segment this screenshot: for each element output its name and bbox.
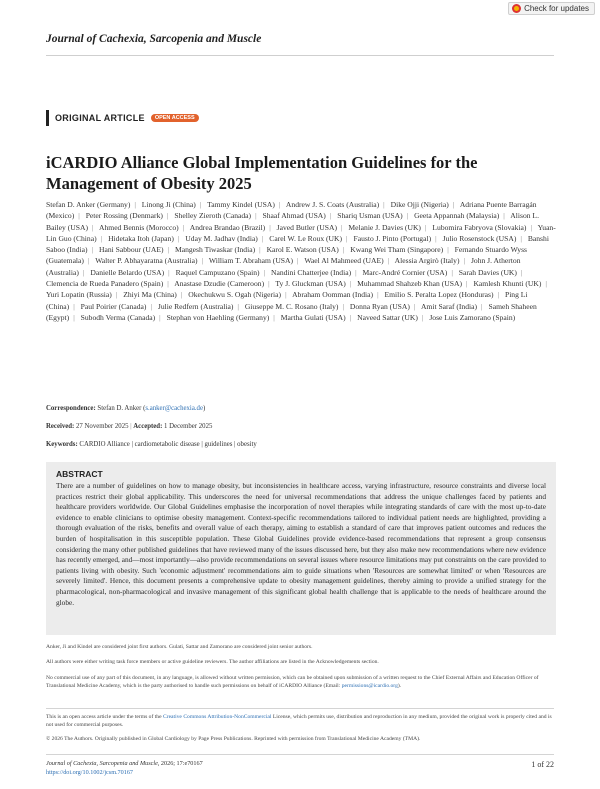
author-separator: | xyxy=(268,279,270,289)
author-separator: | xyxy=(255,211,257,221)
author-separator: | xyxy=(340,222,343,232)
author-name: Clemencia de Rueda Panadero (Spain) xyxy=(46,279,164,289)
author-separator: | xyxy=(406,211,409,221)
author-separator: | xyxy=(168,267,170,277)
license-link[interactable]: Creative Commons Attribution-NonCommercial xyxy=(162,714,272,720)
author-separator: | xyxy=(463,256,466,266)
author-separator: | xyxy=(278,200,281,209)
article-type xyxy=(46,110,199,126)
correspondence-label: Correspondence: xyxy=(46,405,96,412)
author-separator: | xyxy=(167,279,169,289)
author-name: Amit Saraf (India) xyxy=(420,301,478,311)
received-date: 27 November 2025 xyxy=(76,423,129,430)
author-name: Julie Redfern (Australia) xyxy=(157,301,234,311)
author-separator: | xyxy=(424,222,427,232)
license-note xyxy=(46,713,556,729)
author-name: Muhammad Shahzeb Khan (USA) xyxy=(357,279,462,289)
author-name: Raquel Campuzano (Spain) xyxy=(175,267,260,277)
author-separator: | xyxy=(73,301,75,311)
author-name: Julio Rosenstock (USA) xyxy=(442,233,517,243)
author-separator: | xyxy=(481,301,483,311)
author-name: Andrea Brandao (Brazil) xyxy=(189,222,266,232)
author-name: Shelley Zieroth (Canada) xyxy=(174,211,252,221)
author-separator: | xyxy=(452,200,455,209)
author-name: Paul Poirier (Canada) xyxy=(80,301,147,311)
author-separator: | xyxy=(115,290,118,300)
abstract-text: There are a number of guidelines on how to manage obesity, but inconsistencies in healthcare access, varying infrastructure, resource constraints and diverse local practices restrict their global applicability. This underscores the need for universal recommendations that address the unique challenges faced by patients and healthcare providers worldwide. Our Global Guidelines emphasise the incorporation of novel therapies while integrating standards of care with the most up-to-date evidence to enable clinicians to optimise obesity management. Context-specific recommendations tailored to individual patient needs are highlighted, providing a thorough evaluation of the risks, benefits and overall value of each therapy, aiming to establish a standard of care that improves patient outcomes and reduces the burden of hospitalisation in this susceptible population. These Global Guidelines provide evidence-based recommendations that represent a group consensus considering the many other published guidelines that have reviewed many of the issues discussed here, but they also make new recommendations where new evidence has recently emerged, and—most importantly—also provide recommendations on several issues where resource limitations may put constraints on the care provided to patients living with obesity. Such 'economic adjustment' recommendations aim to guide situations when 'Resources are somewhat limited' or when 'Resources are severely limited'. Hence, this document presents a comprehensive update to obesity management guidelines, thereby aiming to provide a unified strategy for the pharmacological, non-pharmacological and invasive management of this significant global health challenge that is applicable to the needs of healthcare around the globe. xyxy=(56,481,546,607)
joint-authors-note: Anker, Ji and Kindel are considered joint first authors. Gulati, Sattar and Zamorano are considered joint senior authors. xyxy=(46,644,313,650)
author-name: Ping Li (China) xyxy=(46,290,528,311)
author-separator: | xyxy=(261,233,264,243)
author-separator: | xyxy=(342,245,345,255)
author-name: Nandini Chatterjee (India) xyxy=(270,267,352,277)
article-type-label: ORIGINAL ARTICLE xyxy=(55,113,145,123)
accepted-date: 1 December 2025 xyxy=(164,423,213,430)
author-name: Shariq Usman (USA) xyxy=(337,211,403,221)
author-separator: | xyxy=(520,233,522,243)
author-name: Martha Gulati (USA) xyxy=(280,312,346,322)
keywords-text: CARDIO Alliance | cardiometabolic disease | guidelines | obesity xyxy=(79,441,257,448)
author-name: Donna Ryan (USA) xyxy=(349,301,410,311)
article-type-bar xyxy=(46,110,49,126)
author-separator: | xyxy=(150,301,152,311)
author-separator: | xyxy=(259,245,261,255)
author-separator: | xyxy=(329,211,332,221)
received-label: Received: xyxy=(46,423,75,430)
open-access-badge: OPEN ACCESS xyxy=(151,114,199,122)
author-separator: | xyxy=(503,211,505,221)
author-name: Carel W. Le Roux (UK) xyxy=(269,233,343,243)
author-name: Danielle Belardo (USA) xyxy=(90,267,165,277)
doi-link[interactable]: https://doi.org/10.1002/jcsm.70167 xyxy=(46,768,134,776)
author-separator: | xyxy=(466,279,468,289)
author-name: Sameh Shaheen (Egypt) xyxy=(46,301,537,322)
author-separator: | xyxy=(545,279,547,289)
author-separator: | xyxy=(91,222,94,232)
license-pre: This is an open access article under the terms of the xyxy=(46,714,162,720)
author-separator: | xyxy=(91,245,94,255)
permission-end: ). xyxy=(397,683,402,689)
author-name: Okechukwu S. Ogah (Nigeria) xyxy=(188,290,282,300)
author-name: Hidetaka Itoh (Japan) xyxy=(108,233,174,243)
author-separator: | xyxy=(134,200,136,209)
author-separator: | xyxy=(297,256,299,266)
author-separator: | xyxy=(100,233,103,243)
author-name: Lubomira Fabryova (Slovakia) xyxy=(432,222,527,232)
journal-name: Journal of Cachexia, Sarcopenia and Muscle xyxy=(46,33,262,45)
author-name: Mangesh Tiwaskar (India) xyxy=(174,245,256,255)
page-number: 1 of 22 xyxy=(531,760,554,769)
author-separator: | xyxy=(349,279,352,289)
author-name: Dike Ojji (Nigeria) xyxy=(390,200,449,209)
author-separator: | xyxy=(497,290,500,300)
author-separator: | xyxy=(387,256,390,266)
author-separator: | xyxy=(413,301,416,311)
author-name: Adriana Puente Barragán (Mexico) xyxy=(46,200,537,221)
author-separator: | xyxy=(82,267,85,277)
author-separator: | xyxy=(73,312,75,322)
author-name: Ty J. Gluckman (USA) xyxy=(275,279,346,289)
header-divider xyxy=(46,55,554,56)
author-separator: | xyxy=(199,200,202,209)
author-separator: | xyxy=(421,312,424,322)
author-name: William T. Abraham (USA) xyxy=(208,256,294,266)
author-separator: | xyxy=(182,222,185,232)
check-for-updates-badge[interactable] xyxy=(508,2,595,15)
correspondence: Correspondence: Stefan D. Anker (s.anker@cachexia.de) xyxy=(46,405,206,412)
author-separator: | xyxy=(78,211,80,221)
correspondence-email[interactable]: s.anker@cachexia.de xyxy=(145,405,203,412)
author-separator: | xyxy=(180,290,183,300)
author-separator: | xyxy=(166,211,169,221)
article-title: iCARDIO Alliance Global Implementation Guidelines for the Management of Obesity 2025 xyxy=(46,153,478,193)
author-name: Geeta Appannah (Malaysia) xyxy=(414,211,500,221)
correspondence-name: Stefan D. Anker xyxy=(97,405,142,412)
copyright-note: © 2026 The Authors. Originally published in Global Cardiology by Page Press Publications. Reprinted with permission from Translational Medicine Academy (TMA). xyxy=(46,736,421,742)
author-name: Marc-André Cornier (USA) xyxy=(362,267,448,277)
author-name: Melanie J. Davies (UK) xyxy=(348,222,421,232)
author-name: Fausto J. Pinto (Portugal) xyxy=(353,233,432,243)
author-name: Stephan von Haehling (Germany) xyxy=(166,312,270,322)
author-name: Giuseppe M. C. Rosano (Italy) xyxy=(244,301,339,311)
author-separator: | xyxy=(237,301,239,311)
author-separator: | xyxy=(263,267,266,277)
check-for-updates-label: Check for updates xyxy=(524,4,589,13)
author-name: Jose Luis Zamorano (Spain) xyxy=(429,312,516,322)
author-separator: | xyxy=(383,200,385,209)
author-name: Abraham Oomman (India) xyxy=(292,290,374,300)
permission-text: No commercial use of any part of this document, in any language, is allowed without written permission, which can be obtained upon submission of a written request to the Chief External Affairs and Education Officer of Translational Medicine Academy, which is the party authorised to handle such permissions on behalf of iCARDIO Alliance (Email: xyxy=(46,675,539,689)
author-name: Kwang Wei Tham (Singapore) xyxy=(350,245,444,255)
author-name: Banshi Saboo (India) xyxy=(46,233,549,255)
author-name: Yuri Lopatin (Russia) xyxy=(46,290,112,300)
author-name: Stefan D. Anker (Germany) xyxy=(46,200,131,209)
author-name: Yuan-Lin Guo (China) xyxy=(46,222,556,243)
author-name: Ahmed Bennis (Morocco) xyxy=(99,222,179,232)
article-dates: Received: 27 November 2025 | Accepted: 1 December 2025 xyxy=(46,423,213,430)
author-separator: | xyxy=(355,267,357,277)
author-name: Hani Sabbour (UAE) xyxy=(98,245,164,255)
permission-note xyxy=(46,674,556,690)
abstract-box xyxy=(46,462,556,635)
author-separator: | xyxy=(346,233,348,243)
author-name: Uday M. Jadhav (India) xyxy=(185,233,258,243)
crossmark-icon xyxy=(512,4,521,13)
author-name: Anastase Dzudie (Cameroon) xyxy=(174,279,265,289)
author-separator: | xyxy=(87,256,90,266)
author-name: Wael Al Mahmeed (UAE) xyxy=(304,256,384,266)
author-separator: | xyxy=(269,222,271,232)
writing-note: All authors were either writing task force members or active guideline reviewers. The author affiliations are listed in the Acknowledgements section. xyxy=(46,659,379,665)
author-name: Zhiyi Ma (China) xyxy=(123,290,177,300)
license-post: License, which permits use, distribution and reproduction in any medium, provided the original work is properly cited and is not used for commercial purposes. xyxy=(46,714,552,728)
author-name: Andrew J. S. Coats (Australia) xyxy=(285,200,380,209)
footer-divider xyxy=(46,754,554,755)
abstract-heading: ABSTRACT xyxy=(56,469,103,479)
author-name: Walter P. Abhayaratna (Australia) xyxy=(95,256,198,266)
author-name: Tammy Kindel (USA) xyxy=(207,200,275,209)
author-name: Peter Rossing (Denmark) xyxy=(85,211,163,221)
author-name: John J. Atherton (Australia) xyxy=(46,256,521,277)
keywords-label: Keywords: xyxy=(46,441,78,448)
author-list xyxy=(46,199,556,323)
author-separator: | xyxy=(342,301,344,311)
footer-citation xyxy=(46,760,203,777)
author-separator: | xyxy=(530,222,532,232)
author-name: Alessia Argirò (Italy) xyxy=(394,256,460,266)
author-separator: | xyxy=(285,290,287,300)
author-separator: | xyxy=(447,245,449,255)
author-name: Fernando Stuardo Wyss (Guatemala) xyxy=(46,245,528,266)
author-name: Linong Ji (China) xyxy=(141,200,196,209)
author-separator: | xyxy=(451,267,453,277)
author-name: Kamlesh Khunti (UK) xyxy=(473,279,542,289)
keywords xyxy=(46,441,257,448)
author-name: Subodh Verma (Canada) xyxy=(80,312,156,322)
author-separator: | xyxy=(159,312,161,322)
author-separator: | xyxy=(377,290,379,300)
author-name: Alison L. Bailey (USA) xyxy=(46,211,539,232)
author-separator: | xyxy=(201,256,204,266)
author-separator: | xyxy=(349,312,352,322)
license-divider xyxy=(46,708,554,709)
citation-volume: 2026; 17:e70167 xyxy=(159,760,203,767)
permission-email[interactable]: permissions@icardio.org xyxy=(341,683,398,689)
author-separator: | xyxy=(435,233,437,243)
author-separator: | xyxy=(273,312,275,322)
author-name: Sarah Davies (UK) xyxy=(458,267,517,277)
author-name: Shaaf Ahmad (USA) xyxy=(262,211,326,221)
author-name: Naveed Sattar (UK) xyxy=(357,312,418,322)
citation-journal: Journal of Cachexia, Sarcopenia and Muscle, xyxy=(46,760,160,767)
author-separator: | xyxy=(177,233,180,243)
author-name: Emilio S. Peralta Lopez (Honduras) xyxy=(384,290,494,300)
accepted-label: Accepted: xyxy=(133,423,163,430)
author-name: Karol E. Watson (USA) xyxy=(266,245,339,255)
author-name: Javed Butler (USA) xyxy=(276,222,337,232)
author-separator: | xyxy=(520,267,523,277)
author-separator: | xyxy=(167,245,170,255)
